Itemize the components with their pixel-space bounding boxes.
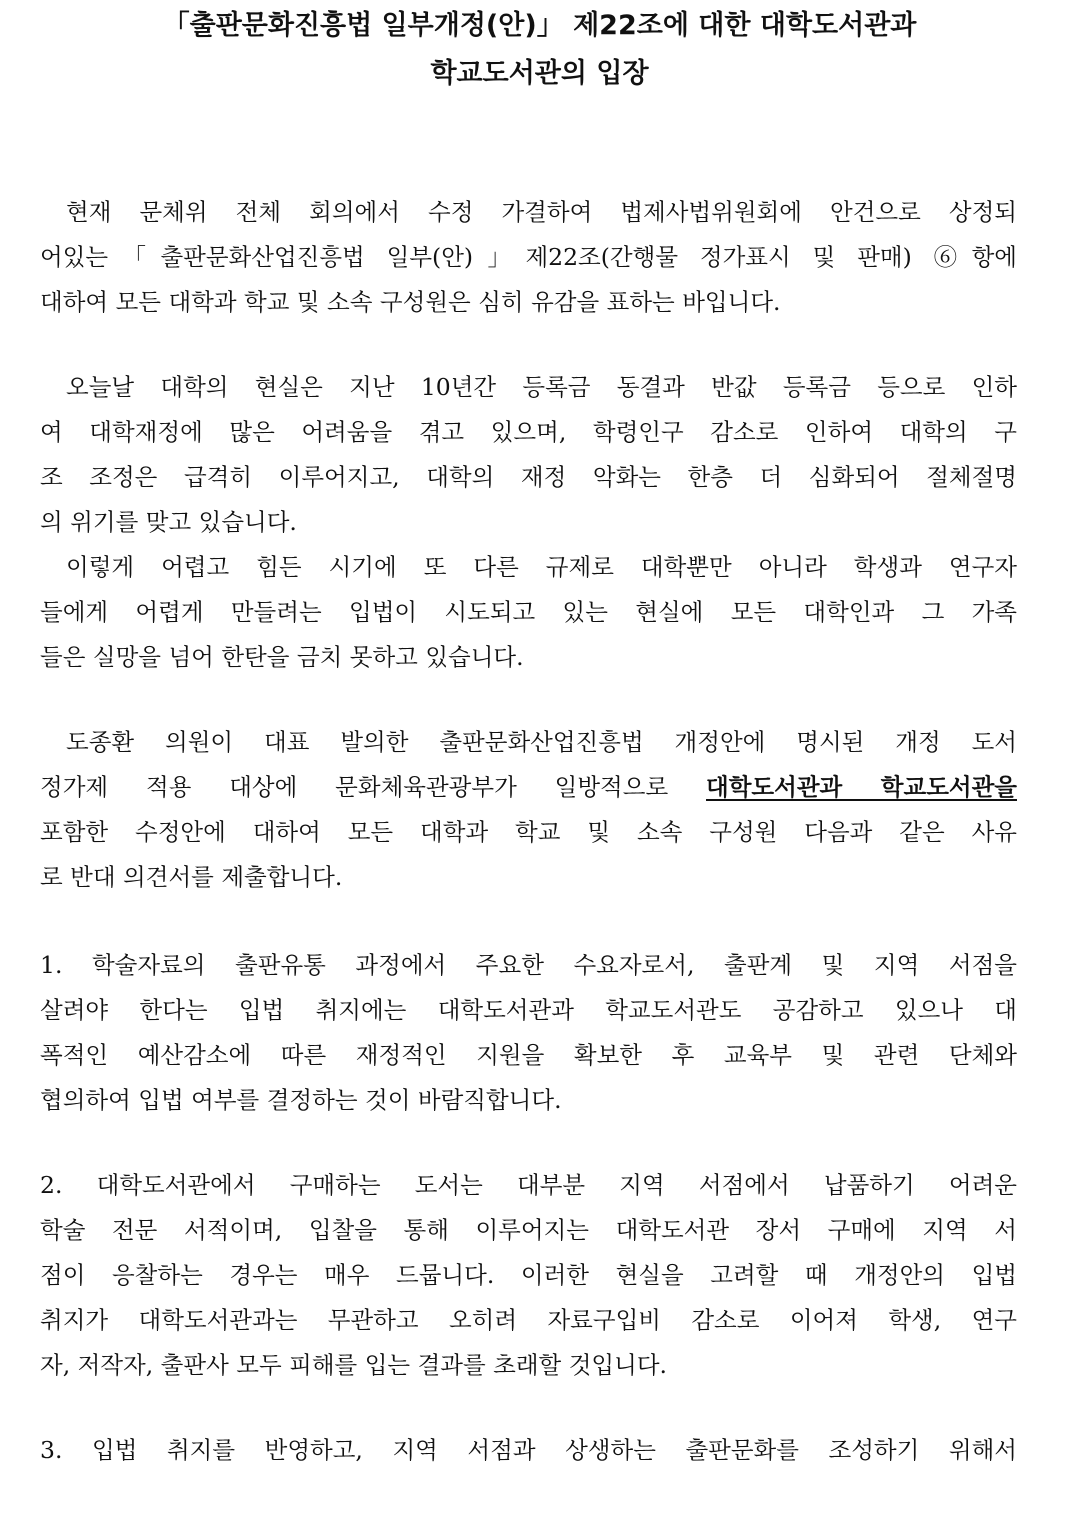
paragraph-line: 들에게 어렵게 만들려는 입법이 시도되고 있는 현실에 모든 대학인과 그 가족 <box>40 598 1017 626</box>
paragraph-line-prefix: 정가제 적용 대상에 문화체육관광부가 일방적으로 <box>40 773 707 801</box>
document-title-line-1: 「출판문화진흥법 일부개정(안)」 제22조에 대한 대학도서관과 <box>162 10 917 41</box>
paragraph-line: 어있는「출판문화산업진흥법 일부(안)」제22조(간행물 정가표시 및 판매) ⑥항에 <box>40 243 1017 271</box>
paragraph-line: 취지가 대학도서관과는 무관하고 오히려 자료구입비 감소로 이어져 학생, 연구 <box>40 1306 1017 1334</box>
list-item-1 <box>40 943 1017 1123</box>
paragraph-line: 협의하여 입법 여부를 결정하는 것이 바람직합니다. <box>40 1086 562 1114</box>
paragraph-line <box>40 765 1017 810</box>
list-item-2 <box>40 1163 1017 1388</box>
paragraph-line: 자, 저작자, 출판사 모두 피해를 입는 결과를 초래할 것입니다. <box>40 1351 667 1379</box>
paragraph-line: 대하여 모든 대학과 학교 및 소속 구성원은 심히 유감을 표하는 바입니다. <box>40 288 781 316</box>
paragraph-objection <box>40 720 1017 900</box>
paragraph-line: 2. 대학도서관에서 구매하는 도서는 대부분 지역 서점에서 납품하기 어려운 <box>40 1171 1017 1199</box>
paragraph-line: 조 조정은 급격히 이루어지고, 대학의 재정 악화는 한층 더 심화되어 절체절명 <box>40 463 1017 491</box>
paragraph-line: 이렇게 어렵고 힘든 시기에 또 다른 규제로 대학뿐만 아니라 학생과 연구자 <box>66 553 1017 581</box>
document-title-line-2: 학교도서관의 입장 <box>430 58 649 89</box>
paragraph-line: 포함한 수정안에 대하여 모든 대학과 학교 및 소속 구성원 다음과 같은 사유 <box>40 818 1017 846</box>
paragraph-intro <box>40 190 1017 325</box>
paragraph-line: 도종환 의원이 대표 발의한 출판문화산업진흥법 개정안에 명시된 개정 도서 <box>66 728 1017 756</box>
paragraph-line: 여 대학재정에 많은 어려움을 겪고 있으며, 학령인구 감소로 인하여 대학의 구 <box>40 418 1017 446</box>
paragraph-line: 현재 문체위 전체 회의에서 수정 가결하여 법제사법위원회에 안건으로 상정되 <box>66 198 1017 226</box>
paragraph-line: 폭적인 예산감소에 따른 재정적인 지원을 확보한 후 교육부 및 관련 단체와 <box>40 1041 1017 1069</box>
paragraph-line: 의 위기를 맞고 있습니다. <box>40 508 297 536</box>
paragraph-line: 로 반대 의견서를 제출합니다. <box>40 863 343 891</box>
paragraph-disappointment <box>40 545 1017 680</box>
paragraph-line: 오늘날 대학의 현실은 지난 10년간 등록금 동결과 반값 등록금 등으로 인하 <box>66 373 1017 401</box>
paragraph-line: 살려야 한다는 입법 취지에는 대학도서관과 학교도서관도 공감하고 있으나 대 <box>40 996 1017 1024</box>
paragraph-line: 점이 응찰하는 경우는 매우 드뭅니다. 이러한 현실을 고려할 때 개정안의 입법 <box>40 1261 1017 1289</box>
list-item-3 <box>40 1428 1017 1473</box>
paragraph-line: 들은 실망을 넘어 한탄을 금치 못하고 있습니다. <box>40 643 524 671</box>
paragraph-line: 3. 입법 취지를 반영하고, 지역 서점과 상생하는 출판문화를 조성하기 위해서 <box>40 1436 1017 1464</box>
paragraph-university-reality <box>40 365 1017 545</box>
paragraph-line: 1. 학술자료의 출판유통 과정에서 주요한 수요자로서, 출판계 및 지역 서점을 <box>40 951 1017 979</box>
emphasized-text: 대학도서관과 학교도서관을 <box>706 773 1017 801</box>
paragraph-line: 학술 전문 서적이며, 입찰을 통해 이루어지는 대학도서관 장서 구매에 지역 서 <box>40 1216 1017 1244</box>
